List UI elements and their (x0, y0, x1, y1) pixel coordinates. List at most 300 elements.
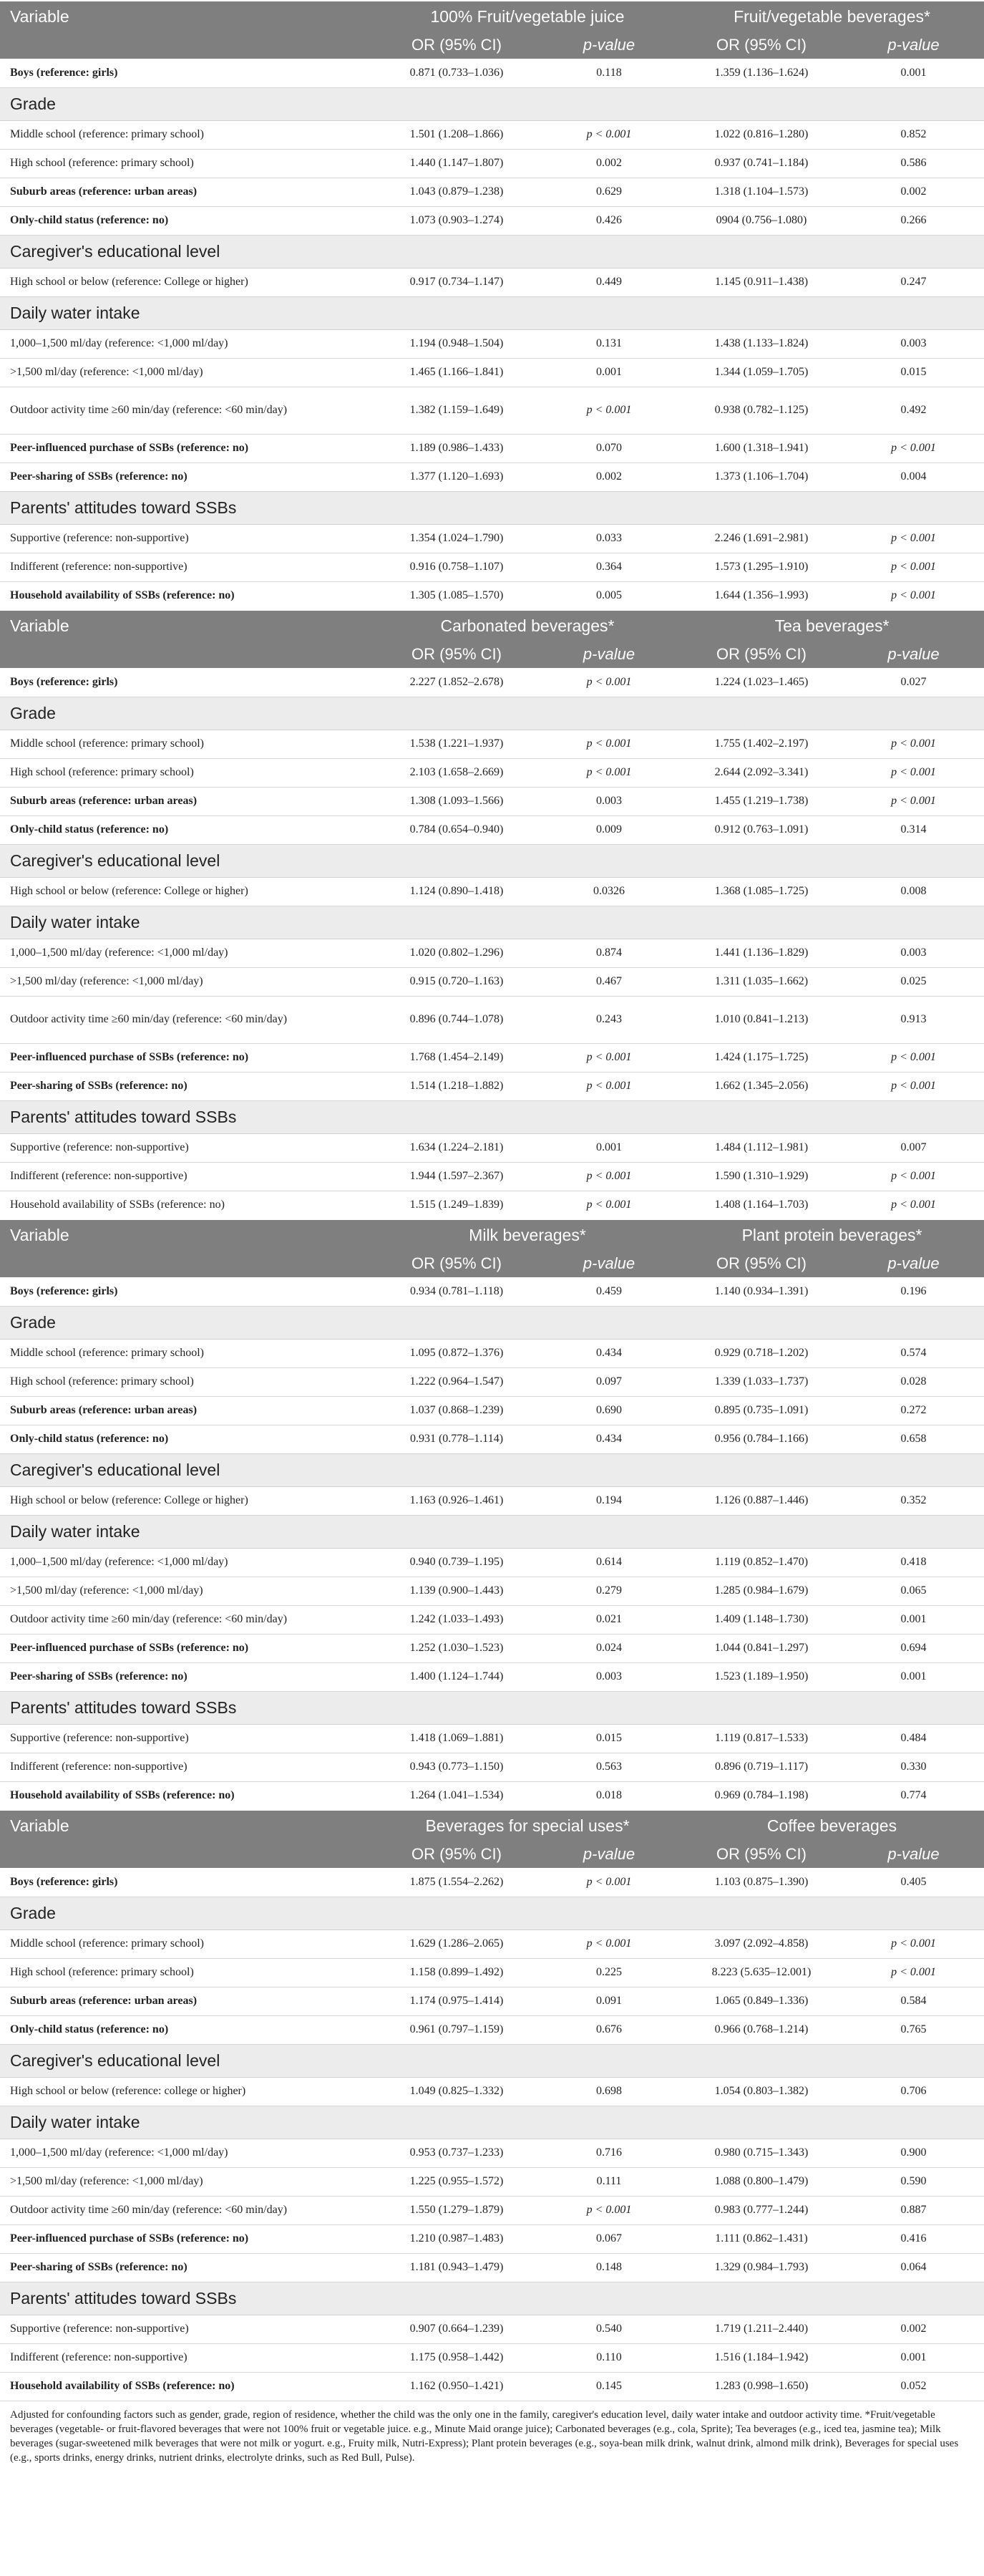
table-row (0, 730, 984, 758)
or-value: 1.373 (1.106–1.704) (680, 463, 843, 491)
or-value: 0.916 (0.758–1.107) (375, 553, 538, 581)
p-value: 0.314 (843, 815, 984, 844)
p-value: 0.434 (538, 1339, 680, 1367)
or-value: 1.409 (1.148–1.730) (680, 1605, 843, 1634)
table-row (0, 434, 984, 463)
or-value: 1.523 (1.189–1.950) (680, 1662, 843, 1691)
or-value: 0.983 (0.777–1.244) (680, 2196, 843, 2224)
p-value: 0.698 (538, 2077, 680, 2106)
row-label: >1,500 ml/day (reference: <1,000 ml/day) (0, 358, 375, 387)
p-value: 0.091 (538, 1987, 680, 2015)
or-value: 1.400 (1.124–1.744) (375, 1662, 538, 1691)
group-header-row (0, 1897, 984, 1929)
group-header-row (0, 296, 984, 329)
or-value: 1.755 (1.402–2.197) (680, 730, 843, 758)
p-value: 0.065 (843, 1577, 984, 1605)
p-value: 0.009 (538, 815, 680, 844)
p-value: 0.434 (538, 1425, 680, 1453)
table-row (0, 1396, 984, 1425)
table-row (0, 206, 984, 235)
row-label: Boys (reference: girls) (0, 59, 375, 87)
or-value: 1.119 (0.852–1.470) (680, 1548, 843, 1577)
group-label: Grade (0, 1897, 984, 1929)
p-value: 0.067 (538, 2224, 680, 2253)
p-value: p < 0.001 (538, 2196, 680, 2224)
p-value: p < 0.001 (538, 1072, 680, 1100)
table-row (0, 149, 984, 178)
p-value: 0.694 (843, 1634, 984, 1662)
group-header-row (0, 1691, 984, 1724)
or-value: 0.938 (0.782–1.125) (680, 387, 843, 434)
or-value: 1.119 (0.817–1.533) (680, 1724, 843, 1753)
group-label: Parents' attitudes toward SSBs (0, 1691, 984, 1724)
or-subheader: OR (95% CI) (680, 641, 843, 668)
group-header-row (0, 1306, 984, 1339)
group-label: Grade (0, 87, 984, 120)
row-label: High school (reference: primary school) (0, 149, 375, 178)
table-row (0, 2253, 984, 2282)
or-value: 0.956 (0.784–1.166) (680, 1425, 843, 1453)
or-subheader: OR (95% CI) (680, 1841, 843, 1868)
or-value: 0.934 (0.781–1.118) (375, 1277, 538, 1306)
or-value: 1.264 (1.041–1.534) (375, 1781, 538, 1810)
p-value: 0.110 (538, 2343, 680, 2372)
or-value: 1.408 (1.164–1.703) (680, 1191, 843, 1219)
or-value: 1.318 (1.104–1.573) (680, 178, 843, 206)
p-value: p < 0.001 (843, 524, 984, 553)
group-header-row (0, 2044, 984, 2077)
or-value: 1.020 (0.802–1.296) (375, 939, 538, 967)
p-value: 0.492 (843, 387, 984, 434)
or-value: 1.043 (0.879–1.238) (375, 178, 538, 206)
or-value: 0.784 (0.654–0.940) (375, 815, 538, 844)
table-row (0, 178, 984, 206)
row-label: Household availability of SSBs (reference: no) (0, 581, 375, 610)
p-value: 0.676 (538, 2015, 680, 2044)
column-group-header: Coffee beverages (680, 1810, 984, 1841)
p-value: 0.590 (843, 2167, 984, 2196)
or-value: 1.140 (0.934–1.391) (680, 1277, 843, 1306)
subheader-empty (0, 32, 375, 59)
or-value: 1.095 (0.872–1.376) (375, 1339, 538, 1367)
or-value: 1.283 (0.998–1.650) (680, 2372, 843, 2401)
row-label: Indifferent (reference: non-supportive) (0, 2343, 375, 2372)
row-label: Household availability of SSBs (reference: no) (0, 1191, 375, 1219)
table-row (0, 2196, 984, 2224)
or-value: 0904 (0.756–1.080) (680, 206, 843, 235)
p-value: 0.586 (843, 149, 984, 178)
row-label: High school or below (reference: College or higher) (0, 877, 375, 906)
row-label: Outdoor activity time ≥60 min/day (reference: <60 min/day) (0, 1605, 375, 1634)
group-header-row (0, 1453, 984, 1486)
or-value: 0.912 (0.763–1.091) (680, 815, 843, 844)
table-row (0, 581, 984, 610)
p-value: 0.716 (538, 2139, 680, 2167)
or-value: 1.501 (1.208–1.866) (375, 120, 538, 149)
or-value: 8.223 (5.635–12.001) (680, 1958, 843, 1987)
or-value: 1.225 (0.955–1.572) (375, 2167, 538, 2196)
or-value: 1.662 (1.345–2.056) (680, 1072, 843, 1100)
or-value: 1.049 (0.825–1.332) (375, 2077, 538, 2106)
group-label: Caregiver's educational level (0, 235, 984, 268)
group-label: Daily water intake (0, 906, 984, 939)
table-row (0, 1868, 984, 1897)
table-row (0, 1548, 984, 1577)
group-header-row (0, 2282, 984, 2315)
p-value: 0.614 (538, 1548, 680, 1577)
header-row (0, 1, 984, 32)
p-value: 0.003 (538, 1662, 680, 1691)
row-label: Household availability of SSBs (reference: no) (0, 2372, 375, 2401)
p-value: 0.001 (843, 1662, 984, 1691)
or-value: 1.339 (1.033–1.737) (680, 1367, 843, 1396)
p-value: 0.426 (538, 206, 680, 235)
p-value: 0.001 (843, 1605, 984, 1634)
variable-header: Variable (0, 1, 375, 32)
group-label: Caregiver's educational level (0, 2044, 984, 2077)
or-value: 1.124 (0.890–1.418) (375, 877, 538, 906)
group-header-row (0, 87, 984, 120)
row-label: >1,500 ml/day (reference: <1,000 ml/day) (0, 1577, 375, 1605)
row-label: Peer-sharing of SSBs (reference: no) (0, 463, 375, 491)
or-value: 1.600 (1.318–1.941) (680, 434, 843, 463)
table-row (0, 120, 984, 149)
or-value: 1.222 (0.964–1.547) (375, 1367, 538, 1396)
p-value: 0.002 (538, 463, 680, 491)
p-value: p < 0.001 (538, 120, 680, 149)
row-label: Middle school (reference: primary school) (0, 120, 375, 149)
or-value: 1.311 (1.035–1.662) (680, 967, 843, 996)
table-row (0, 387, 984, 434)
or-value: 0.943 (0.773–1.150) (375, 1753, 538, 1781)
table-row (0, 877, 984, 906)
p-value: 0.279 (538, 1577, 680, 1605)
p-value: 0.459 (538, 1277, 680, 1306)
or-value: 1.455 (1.219–1.738) (680, 787, 843, 815)
p-value: 0.002 (843, 178, 984, 206)
table-row (0, 1425, 984, 1453)
group-label: Daily water intake (0, 2106, 984, 2139)
or-value: 1.368 (1.085–1.725) (680, 877, 843, 906)
row-label: High school or below (reference: College or higher) (0, 268, 375, 296)
row-label: 1,000–1,500 ml/day (reference: <1,000 ml/day) (0, 329, 375, 358)
or-value: 3.097 (2.092–4.858) (680, 1929, 843, 1958)
p-value: 0.005 (538, 581, 680, 610)
or-value: 1.054 (0.803–1.382) (680, 2077, 843, 2106)
or-subheader: OR (95% CI) (375, 1841, 538, 1868)
group-label: Daily water intake (0, 1515, 984, 1548)
column-group-header: Tea beverages* (680, 610, 984, 641)
column-group-header: 100% Fruit/vegetable juice (375, 1, 680, 32)
group-label: Caregiver's educational level (0, 844, 984, 877)
variable-header: Variable (0, 1810, 375, 1841)
p-value-subheader: p-value (538, 1841, 680, 1868)
row-label: Outdoor activity time ≥60 min/day (reference: <60 min/day) (0, 2196, 375, 2224)
or-value: 1.344 (1.059–1.705) (680, 358, 843, 387)
row-label: Supportive (reference: non-supportive) (0, 2315, 375, 2343)
group-header-row (0, 1515, 984, 1548)
or-value: 2.644 (2.092–3.341) (680, 758, 843, 787)
or-value: 1.285 (0.984–1.679) (680, 1577, 843, 1605)
p-value: 0.887 (843, 2196, 984, 2224)
p-value: 0.900 (843, 2139, 984, 2167)
p-value: 0.008 (843, 877, 984, 906)
p-value-subheader: p-value (538, 32, 680, 59)
p-value: p < 0.001 (843, 1043, 984, 1072)
or-value: 0.896 (0.744–1.078) (375, 996, 538, 1043)
or-value: 0.915 (0.720–1.163) (375, 967, 538, 996)
p-value: 0.025 (843, 967, 984, 996)
or-value: 1.377 (1.120–1.693) (375, 463, 538, 491)
p-value: 0.225 (538, 1958, 680, 1987)
or-value: 1.073 (0.903–1.274) (375, 206, 538, 235)
table-row (0, 1781, 984, 1810)
p-value: 0.015 (538, 1724, 680, 1753)
header-row (0, 1810, 984, 1841)
table-row (0, 329, 984, 358)
p-value-subheader: p-value (538, 641, 680, 668)
row-label: High school (reference: primary school) (0, 1367, 375, 1396)
group-label: Parents' attitudes toward SSBs (0, 2282, 984, 2315)
row-label: Peer-sharing of SSBs (reference: no) (0, 2253, 375, 2282)
p-value: 0.118 (538, 59, 680, 87)
p-value: p < 0.001 (538, 1929, 680, 1958)
group-header-row (0, 235, 984, 268)
subheader-row (0, 1841, 984, 1868)
p-value: 0.765 (843, 2015, 984, 2044)
row-label: 1,000–1,500 ml/day (reference: <1,000 ml/day) (0, 939, 375, 967)
p-value-subheader: p-value (843, 32, 984, 59)
row-label: Indifferent (reference: non-supportive) (0, 553, 375, 581)
table-row (0, 1958, 984, 1987)
or-value: 1.514 (1.218–1.882) (375, 1072, 538, 1100)
group-label: Grade (0, 1306, 984, 1339)
p-value: p < 0.001 (538, 1162, 680, 1191)
table-row (0, 996, 984, 1043)
p-value-subheader: p-value (843, 641, 984, 668)
column-group-header: Milk beverages* (375, 1219, 680, 1250)
or-value: 1.418 (1.069–1.881) (375, 1724, 538, 1753)
or-value: 0.931 (0.778–1.114) (375, 1425, 538, 1453)
table-row (0, 463, 984, 491)
table-row (0, 758, 984, 787)
row-label: Peer-influenced purchase of SSBs (reference: no) (0, 2224, 375, 2253)
p-value: 0.148 (538, 2253, 680, 2282)
table-row (0, 1043, 984, 1072)
table-row (0, 668, 984, 697)
p-value: 0.028 (843, 1367, 984, 1396)
column-group-header: Carbonated beverages* (375, 610, 680, 641)
or-value: 1.438 (1.133–1.824) (680, 329, 843, 358)
p-value: 0.874 (538, 939, 680, 967)
p-value: 0.563 (538, 1753, 680, 1781)
or-subheader: OR (95% CI) (680, 32, 843, 59)
p-value: 0.033 (538, 524, 680, 553)
row-label: Outdoor activity time ≥60 min/day (reference: <60 min/day) (0, 996, 375, 1043)
p-value: 0.021 (538, 1605, 680, 1634)
table-row (0, 2315, 984, 2343)
p-value: p < 0.001 (538, 730, 680, 758)
or-value: 1.441 (1.136–1.829) (680, 939, 843, 967)
subheader-empty (0, 1841, 375, 1868)
row-label: High school or below (reference: college or higher) (0, 2077, 375, 2106)
or-value: 1.465 (1.166–1.841) (375, 358, 538, 387)
p-value: 0.405 (843, 1868, 984, 1897)
table-footnote: Adjusted for confounding factors such as gender, grade, region of residence, whether the child was the only one in the family, caregiver's education level, daily water intake and outdoor activity time. *Fruit/vegetable beverages (vegetable- or fruit-flavored beverages that were not 100% fruit or vegetable juice. e.g., Minute Maid orange juice); Carbonated beverages (e.g., cola, Sprite); Tea beverages (e.g., iced tea, jasmine tea); Milk beverages (sugar-sweetened milk beverages that were not milk or yogurt. e.g., Fruity milk, Nutri-Express); Plant protein beverages (e.g., soya-bean milk drink, walnut drink, almond milk drink), Beverages for special uses (e.g., sports drinks, energy drinks, nutrient drinks, electrolyte drinks, such as Red Bull, Pulse). (10, 2408, 959, 2464)
p-value: 0.111 (538, 2167, 680, 2196)
or-subheader: OR (95% CI) (375, 641, 538, 668)
or-value: 1.538 (1.221–1.937) (375, 730, 538, 758)
p-value: 0.001 (538, 1133, 680, 1162)
table-row (0, 358, 984, 387)
or-value: 0.929 (0.718–1.202) (680, 1339, 843, 1367)
row-label: Supportive (reference: non-supportive) (0, 524, 375, 553)
table-row (0, 1486, 984, 1515)
table-row (0, 1133, 984, 1162)
or-value: 1.719 (1.211–2.440) (680, 2315, 843, 2343)
p-value: 0.052 (843, 2372, 984, 2401)
row-label: Boys (reference: girls) (0, 1868, 375, 1897)
table-row (0, 1577, 984, 1605)
p-value: 0.015 (843, 358, 984, 387)
row-label: Peer-sharing of SSBs (reference: no) (0, 1662, 375, 1691)
p-value: 0.247 (843, 268, 984, 296)
p-value: 0.194 (538, 1486, 680, 1515)
p-value: p < 0.001 (843, 434, 984, 463)
table-row (0, 939, 984, 967)
group-label: Daily water intake (0, 296, 984, 329)
or-value: 1.242 (1.033–1.493) (375, 1605, 538, 1634)
table-row (0, 268, 984, 296)
p-value: 0.196 (843, 1277, 984, 1306)
table-row (0, 553, 984, 581)
row-label: Supportive (reference: non-supportive) (0, 1133, 375, 1162)
p-value: p < 0.001 (843, 1958, 984, 1987)
or-value: 0.953 (0.737–1.233) (375, 2139, 538, 2167)
or-value: 0.917 (0.734–1.147) (375, 268, 538, 296)
group-label: Parents' attitudes toward SSBs (0, 1100, 984, 1133)
group-label: Caregiver's educational level (0, 1453, 984, 1486)
group-header-row (0, 844, 984, 877)
table-row (0, 1277, 984, 1306)
p-value: 0.002 (843, 2315, 984, 2343)
or-value: 1.037 (0.868–1.239) (375, 1396, 538, 1425)
row-label: High school (reference: primary school) (0, 1958, 375, 1987)
group-label: Parents' attitudes toward SSBs (0, 491, 984, 524)
p-value: 0.467 (538, 967, 680, 996)
header-row (0, 1219, 984, 1250)
p-value: 0.001 (843, 2343, 984, 2372)
row-label: Suburb areas (reference: urban areas) (0, 178, 375, 206)
row-label: Household availability of SSBs (reference: no) (0, 1781, 375, 1810)
column-group-header: Fruit/vegetable beverages* (680, 1, 984, 32)
p-value: 0.070 (538, 434, 680, 463)
table-row (0, 1753, 984, 1781)
p-value: p < 0.001 (538, 1868, 680, 1897)
p-value: 0.913 (843, 996, 984, 1043)
p-value: p < 0.001 (538, 387, 680, 434)
or-value: 1.162 (0.950–1.421) (375, 2372, 538, 2401)
table-row (0, 2372, 984, 2401)
p-value-subheader: p-value (538, 1250, 680, 1277)
or-value: 1.163 (0.926–1.461) (375, 1486, 538, 1515)
or-value: 1.126 (0.887–1.446) (680, 1486, 843, 1515)
p-value: 0.002 (538, 149, 680, 178)
or-value: 1.484 (1.112–1.981) (680, 1133, 843, 1162)
or-value: 0.907 (0.664–1.239) (375, 2315, 538, 2343)
p-value: p < 0.001 (538, 758, 680, 787)
p-value: 0.584 (843, 1987, 984, 2015)
or-value: 2.246 (1.691–2.981) (680, 524, 843, 553)
p-value: p < 0.001 (843, 730, 984, 758)
p-value: 0.484 (843, 1724, 984, 1753)
p-value: 0.774 (843, 1781, 984, 1810)
subheader-empty (0, 1250, 375, 1277)
row-label: High school (reference: primary school) (0, 758, 375, 787)
or-value: 2.103 (1.658–2.669) (375, 758, 538, 787)
p-value: 0.003 (538, 787, 680, 815)
p-value: p < 0.001 (538, 1191, 680, 1219)
or-value: 0.940 (0.739–1.195) (375, 1548, 538, 1577)
or-value: 1.189 (0.986–1.433) (375, 434, 538, 463)
table-row (0, 815, 984, 844)
or-value: 1.424 (1.175–1.725) (680, 1043, 843, 1072)
p-value: 0.418 (843, 1548, 984, 1577)
or-value: 1.088 (0.800–1.479) (680, 2167, 843, 2196)
or-value: 1.308 (1.093–1.566) (375, 787, 538, 815)
p-value: p < 0.001 (843, 581, 984, 610)
p-value: p < 0.001 (843, 553, 984, 581)
row-label: Boys (reference: girls) (0, 1277, 375, 1306)
table-row (0, 787, 984, 815)
or-value: 1.158 (0.899–1.492) (375, 1958, 538, 1987)
table-row (0, 1339, 984, 1367)
table-row (0, 1634, 984, 1662)
p-value: 0.007 (843, 1133, 984, 1162)
or-value: 2.227 (1.852–2.678) (375, 668, 538, 697)
row-label: Boys (reference: girls) (0, 668, 375, 697)
or-value: 1.875 (1.554–2.262) (375, 1868, 538, 1897)
or-value: 1.139 (0.900–1.443) (375, 1577, 538, 1605)
p-value: 0.145 (538, 2372, 680, 2401)
subheader-row (0, 32, 984, 59)
table-row (0, 1724, 984, 1753)
or-value: 0.895 (0.735–1.091) (680, 1396, 843, 1425)
row-label: Peer-influenced purchase of SSBs (reference: no) (0, 1634, 375, 1662)
or-subheader: OR (95% CI) (680, 1250, 843, 1277)
group-label: Grade (0, 697, 984, 730)
or-value: 1.573 (1.295–1.910) (680, 553, 843, 581)
row-label: Middle school (reference: primary school) (0, 1339, 375, 1367)
or-subheader: OR (95% CI) (375, 32, 538, 59)
or-value: 1.010 (0.841–1.213) (680, 996, 843, 1043)
or-value: 0.966 (0.768–1.214) (680, 2015, 843, 2044)
or-value: 1.359 (1.136–1.624) (680, 59, 843, 87)
subheader-empty (0, 641, 375, 668)
p-value: p < 0.001 (843, 1162, 984, 1191)
group-header-row (0, 697, 984, 730)
p-value: 0.001 (843, 59, 984, 87)
or-value: 0.896 (0.719–1.117) (680, 1753, 843, 1781)
or-value: 1.550 (1.279–1.879) (375, 2196, 538, 2224)
p-value: 0.018 (538, 1781, 680, 1810)
table-row (0, 1191, 984, 1219)
or-value: 1.382 (1.159–1.649) (375, 387, 538, 434)
subheader-row (0, 1250, 984, 1277)
p-value-subheader: p-value (843, 1841, 984, 1868)
table-row (0, 1987, 984, 2015)
p-value: 0.243 (538, 996, 680, 1043)
